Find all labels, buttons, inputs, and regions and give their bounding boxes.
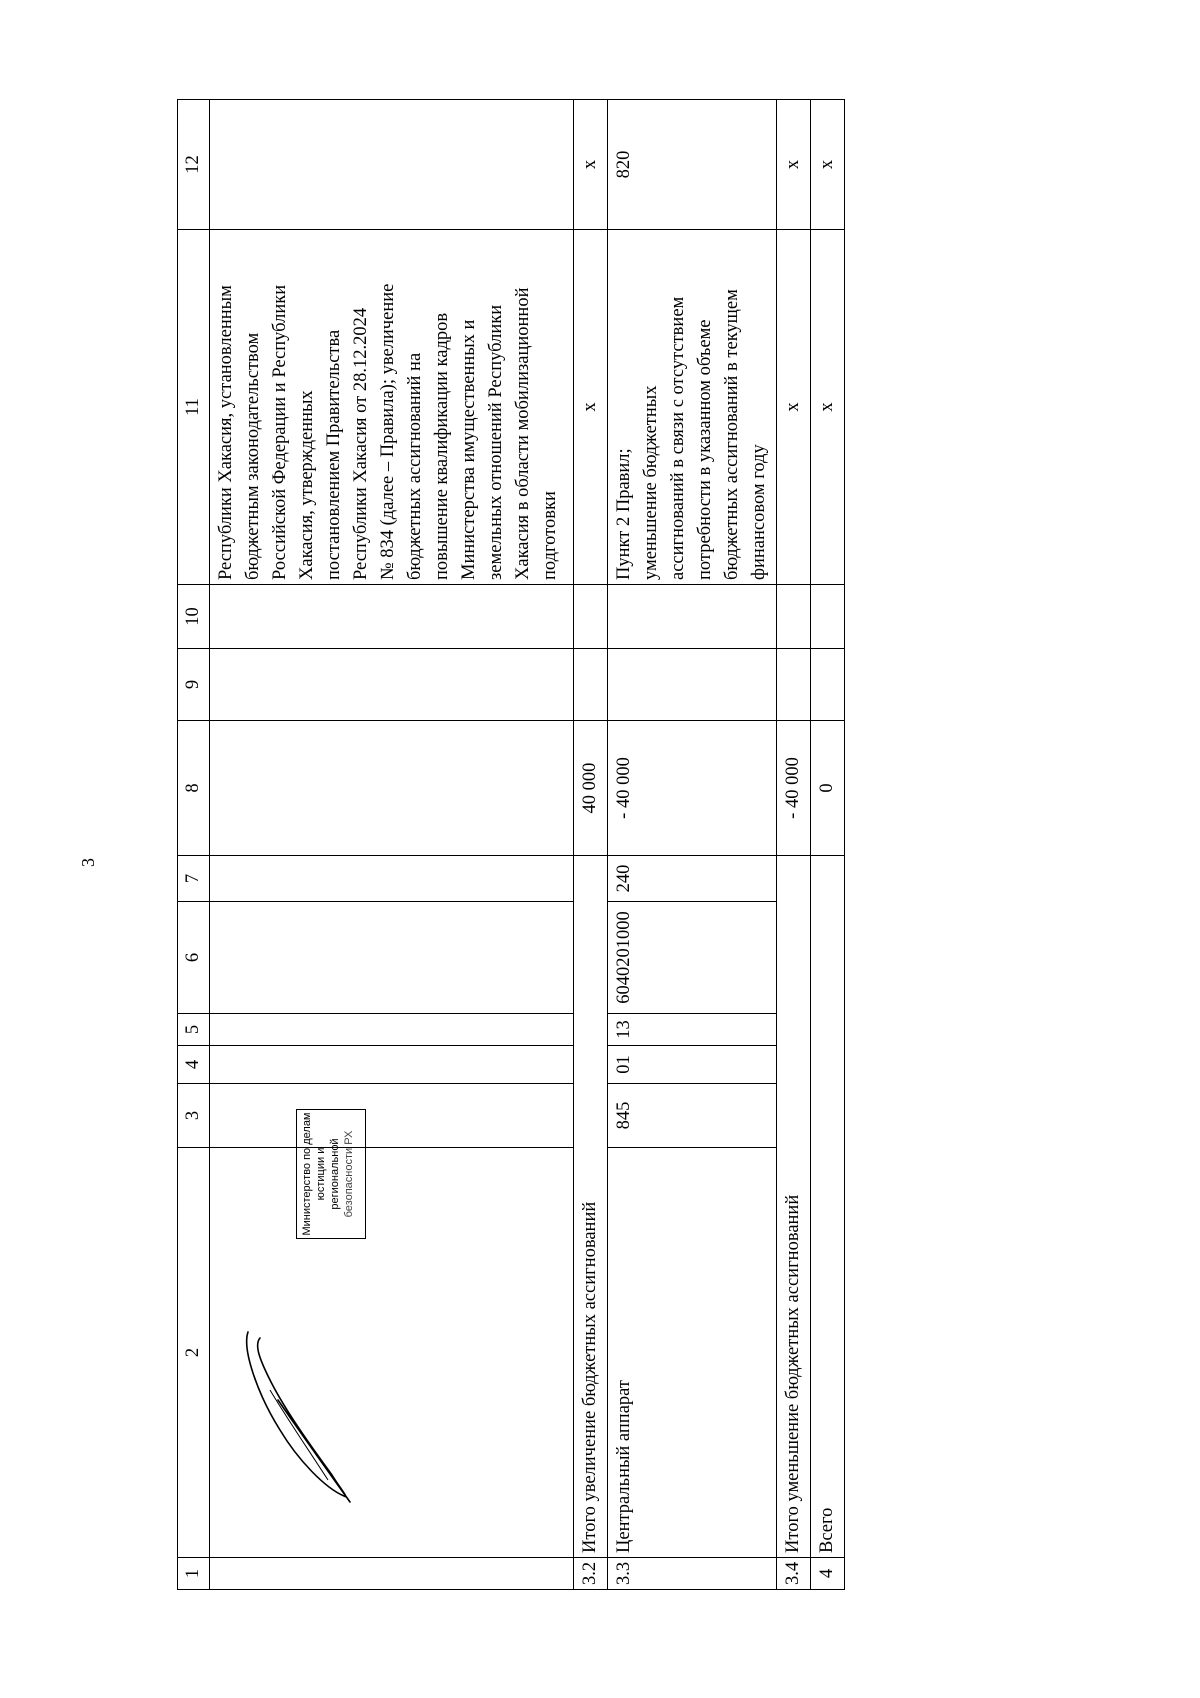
- col-header-2: 2: [178, 1148, 210, 1558]
- justification-cell: [608, 230, 777, 585]
- text-line: Министерства имущественных и: [459, 319, 479, 580]
- target-article-code: 6040201000: [608, 902, 777, 1014]
- text-line: уменьшение бюджетных: [641, 385, 661, 580]
- row-number: 3.3: [608, 1558, 777, 1590]
- col-header-3: 3: [178, 1084, 210, 1148]
- text-line: потребности в указанном объеме: [695, 319, 715, 580]
- text-line: Российской Федерации и Республики: [270, 284, 290, 580]
- col-header-9: 9: [178, 649, 210, 721]
- expense-type-code: 240: [608, 856, 777, 902]
- text-line: бюджетным законодательством: [243, 332, 263, 580]
- department-name: Центральный аппарат: [608, 1148, 777, 1558]
- row-label: Всего: [811, 856, 845, 1558]
- stamp-line: безопасности РХ: [343, 1130, 355, 1218]
- x-mark: x: [811, 100, 845, 230]
- text-line: № 834 (далее – Правила); увеличение: [378, 283, 398, 580]
- row-number: 3.4: [777, 1558, 811, 1590]
- x-mark: x: [777, 100, 811, 230]
- x-mark: x: [574, 100, 608, 230]
- col-header-8: 8: [178, 721, 210, 856]
- col-header-7: 7: [178, 856, 210, 902]
- text-line: повышение квалификации кадров: [432, 312, 452, 580]
- text-line: бюджетных ассигнований на: [405, 352, 425, 580]
- x-mark: x: [777, 230, 811, 585]
- table-row-3-4: [777, 100, 811, 1590]
- ministry-stamp: [296, 1109, 366, 1239]
- text-line: Республики Хакасия от 28.12.2024: [351, 307, 371, 580]
- table-row-3-3: [608, 100, 777, 1590]
- header-row: [178, 100, 210, 1590]
- amount-cell: - 40 000: [777, 721, 811, 856]
- text-line: Хакасия в области мобилизационной: [513, 287, 533, 580]
- continued-justification-cell: [210, 230, 574, 585]
- table-row-4: [811, 100, 845, 1590]
- text-line: постановлением Правительства: [324, 329, 344, 580]
- col-header-10: 10: [178, 585, 210, 649]
- text-line: земельных отношений Республики: [486, 304, 506, 580]
- row-number: 3.2: [574, 1558, 608, 1590]
- subsection-code: 13: [608, 1014, 777, 1046]
- col-header-6: 6: [178, 902, 210, 1014]
- col-header-1: 1: [178, 1558, 210, 1590]
- page-number: 3: [78, 858, 98, 867]
- col-header-5: 5: [178, 1014, 210, 1046]
- amount-cell: 0: [811, 721, 845, 856]
- code-cell: 820: [608, 100, 777, 230]
- section-code: 01: [608, 1046, 777, 1084]
- text-line: Пункт 2 Правил;: [614, 448, 634, 580]
- text-line: Республики Хакасия, установленным: [216, 285, 236, 580]
- signature-image: [240, 1320, 360, 1510]
- stamp-line: юстиции и региональной: [315, 1138, 341, 1210]
- amount-cell: - 40 000: [608, 721, 777, 856]
- row-label: Итого уменьшение бюджетных ассигнований: [777, 856, 811, 1558]
- x-mark: x: [574, 230, 608, 585]
- ministry-code: 845: [608, 1084, 777, 1148]
- text-line: бюджетных ассигнований в текущем: [722, 289, 742, 580]
- table-row-3-2: [574, 100, 608, 1590]
- text-line: финансовом году: [749, 444, 769, 580]
- amount-cell: 40 000: [574, 721, 608, 856]
- stamp-line: Министерство по делам: [301, 1112, 313, 1236]
- row-number: 4: [811, 1558, 845, 1590]
- text-line: Хакасия, утвержденных: [297, 390, 317, 580]
- text-line: ассигнований в связи с отсутствием: [668, 296, 688, 580]
- row-label: Итого увеличение бюджетных ассигнований: [574, 856, 608, 1558]
- x-mark: x: [811, 230, 845, 585]
- col-header-12: 12: [178, 100, 210, 230]
- text-line: подготовки: [540, 491, 560, 580]
- col-header-11: 11: [178, 230, 210, 585]
- col-header-4: 4: [178, 1046, 210, 1084]
